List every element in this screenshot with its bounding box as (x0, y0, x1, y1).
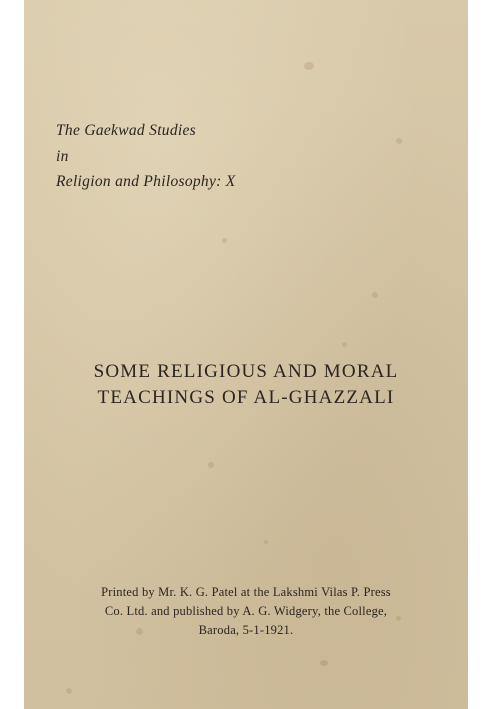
paper-stain (66, 688, 72, 694)
paper-stain (264, 540, 268, 544)
paper-stain (304, 62, 314, 70)
imprint-line-3: Baroda, 5-1-1921. (198, 623, 294, 637)
paper-stain (372, 292, 378, 298)
paper-stain (396, 138, 402, 144)
paper-stain (320, 660, 328, 666)
title-line-2: TEACHINGS OF AL-GHAZZALI (97, 387, 395, 408)
series-line-3: Religion and Philosophy: X (56, 173, 236, 190)
imprint-block (24, 583, 468, 640)
paper-stain (222, 238, 227, 243)
title-line-1: SOME RELIGIOUS AND MORAL (93, 361, 399, 382)
imprint-line-2: Co. Ltd. and published by A. G. Widgery, the College, (104, 604, 388, 618)
paper-stain (208, 462, 214, 468)
series-title (56, 118, 236, 195)
imprint-line-1: Printed by Mr. K. G. Patel at the Lakshmi Vilas P. Press (101, 585, 391, 599)
book-page (24, 0, 468, 709)
paper-stain (342, 342, 347, 347)
series-line-2: in (56, 147, 69, 165)
book-title (24, 359, 468, 411)
series-line-1: The Gaekwad Studies (56, 122, 197, 139)
